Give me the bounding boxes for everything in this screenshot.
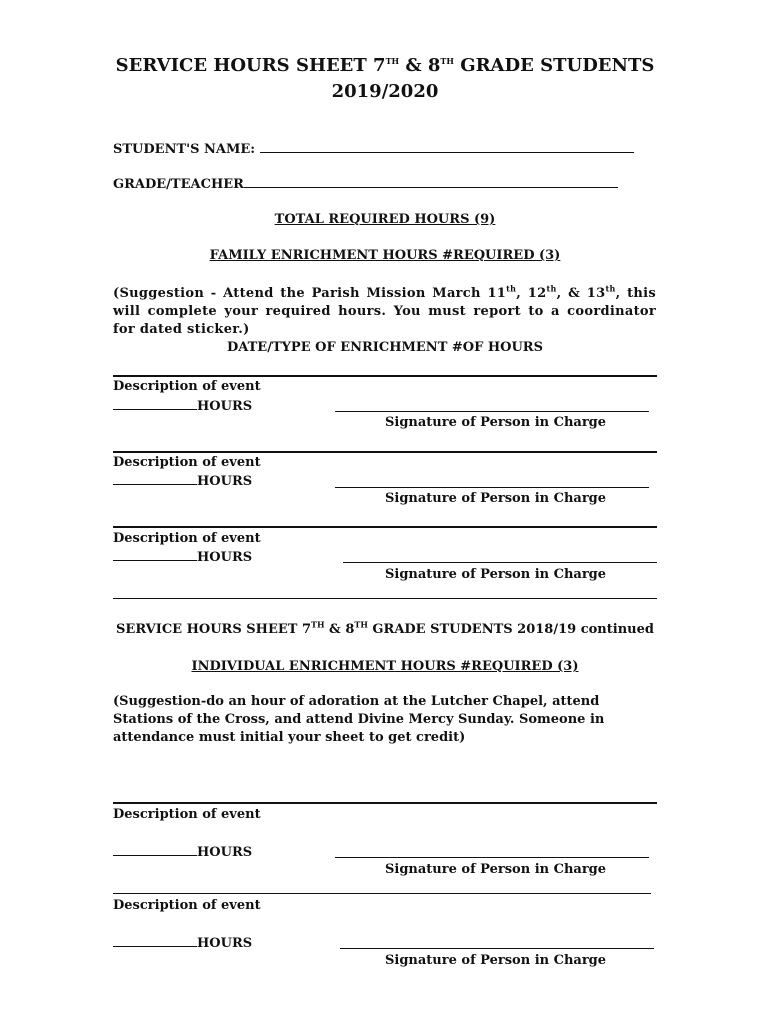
student-name-label: STUDENT'S NAME: — [113, 142, 256, 157]
hours-row — [113, 934, 252, 953]
description-label: Description of event — [113, 379, 261, 394]
hours-field[interactable] — [113, 548, 197, 561]
signature-line[interactable] — [335, 857, 649, 858]
title-text-1: SERVICE HOURS SHEET 7 — [115, 55, 386, 76]
family-suggestion-sup-3: th — [605, 283, 616, 294]
family-suggestion-sup-1: th — [506, 283, 517, 294]
signature-label: Signature of Person in Charge — [385, 415, 607, 430]
section-divider — [113, 598, 657, 599]
family-enrichment-heading: FAMILY ENRICHMENT HOURS #REQUIRED (3) — [209, 248, 561, 263]
family-suggestion-text-4: , this will complete your required hours. You must report to a coordinator for dated sticker.) — [113, 286, 656, 337]
family-suggestion-text-1: (Suggestion - Attend the Parish Mission March 11 — [113, 286, 507, 301]
grade-teacher-field[interactable] — [244, 174, 618, 188]
hours-label: HOURS — [197, 936, 253, 951]
hours-field[interactable] — [113, 934, 197, 947]
signature-line[interactable] — [335, 487, 649, 488]
hours-field[interactable] — [113, 397, 197, 410]
entry-divider — [113, 526, 657, 528]
continued-text-3: GRADE STUDENTS 2018/19 continued — [367, 622, 654, 637]
description-label: Description of event — [113, 898, 261, 913]
continued-heading — [0, 621, 770, 639]
entry-divider — [113, 451, 657, 453]
student-name-row — [113, 139, 634, 159]
grade-teacher-row — [113, 174, 618, 194]
signature-label: Signature of Person in Charge — [385, 862, 607, 877]
grade-teacher-label: GRADE/TEACHER — [113, 177, 244, 192]
hours-row — [113, 397, 252, 416]
entry-divider — [113, 802, 657, 804]
signature-label: Signature of Person in Charge — [385, 567, 607, 582]
signature-line[interactable] — [340, 948, 654, 949]
hours-label: HOURS — [197, 845, 253, 860]
family-suggestion-text-2: , 12 — [516, 286, 547, 301]
student-name-field[interactable] — [260, 139, 634, 153]
hours-field[interactable] — [113, 472, 197, 485]
hours-label: HOURS — [197, 399, 253, 414]
page-title — [0, 54, 770, 78]
school-year: 2019/2020 — [331, 81, 439, 102]
signature-line[interactable] — [343, 562, 657, 563]
hours-field[interactable] — [113, 843, 197, 856]
signature-line[interactable] — [335, 411, 649, 412]
date-type-heading: DATE/TYPE OF ENRICHMENT #OF HOURS — [226, 340, 544, 355]
hours-label: HOURS — [197, 550, 253, 565]
description-label: Description of event — [113, 807, 261, 822]
individual-enrichment-heading: INDIVIDUAL ENRICHMENT HOURS #REQUIRED (3) — [191, 659, 579, 674]
hours-row — [113, 548, 252, 567]
signature-label: Signature of Person in Charge — [385, 953, 607, 968]
hours-row — [113, 843, 252, 862]
family-suggestion-text-3: , & 13 — [556, 286, 606, 301]
title-sup-1: TH — [385, 56, 400, 66]
title-text-3: GRADE STUDENTS — [453, 55, 655, 76]
hours-label: HOURS — [197, 474, 253, 489]
description-label: Description of event — [113, 455, 261, 470]
entry-divider — [113, 893, 651, 894]
continued-sup-1: TH — [311, 619, 325, 630]
title-text-2: & 8 — [399, 55, 441, 76]
continued-sup-2: TH — [354, 619, 368, 630]
continued-text-1: SERVICE HOURS SHEET 7 — [116, 622, 312, 637]
entry-divider — [113, 375, 657, 377]
family-suggestion — [113, 285, 656, 339]
individual-suggestion: (Suggestion-do an hour of adoration at the Lutcher Chapel, attend Stations of the Cross, and attend Divine Mercy Sunday. Someone in attendance must initial your sheet to get credit) — [113, 694, 605, 745]
signature-label: Signature of Person in Charge — [385, 491, 607, 506]
hours-row — [113, 472, 252, 491]
description-label: Description of event — [113, 531, 261, 546]
continued-text-2: & 8 — [324, 622, 355, 637]
title-sup-2: TH — [440, 56, 454, 66]
family-suggestion-sup-2: th — [546, 283, 557, 294]
total-required-hours: TOTAL REQUIRED HOURS (9) — [274, 212, 496, 227]
